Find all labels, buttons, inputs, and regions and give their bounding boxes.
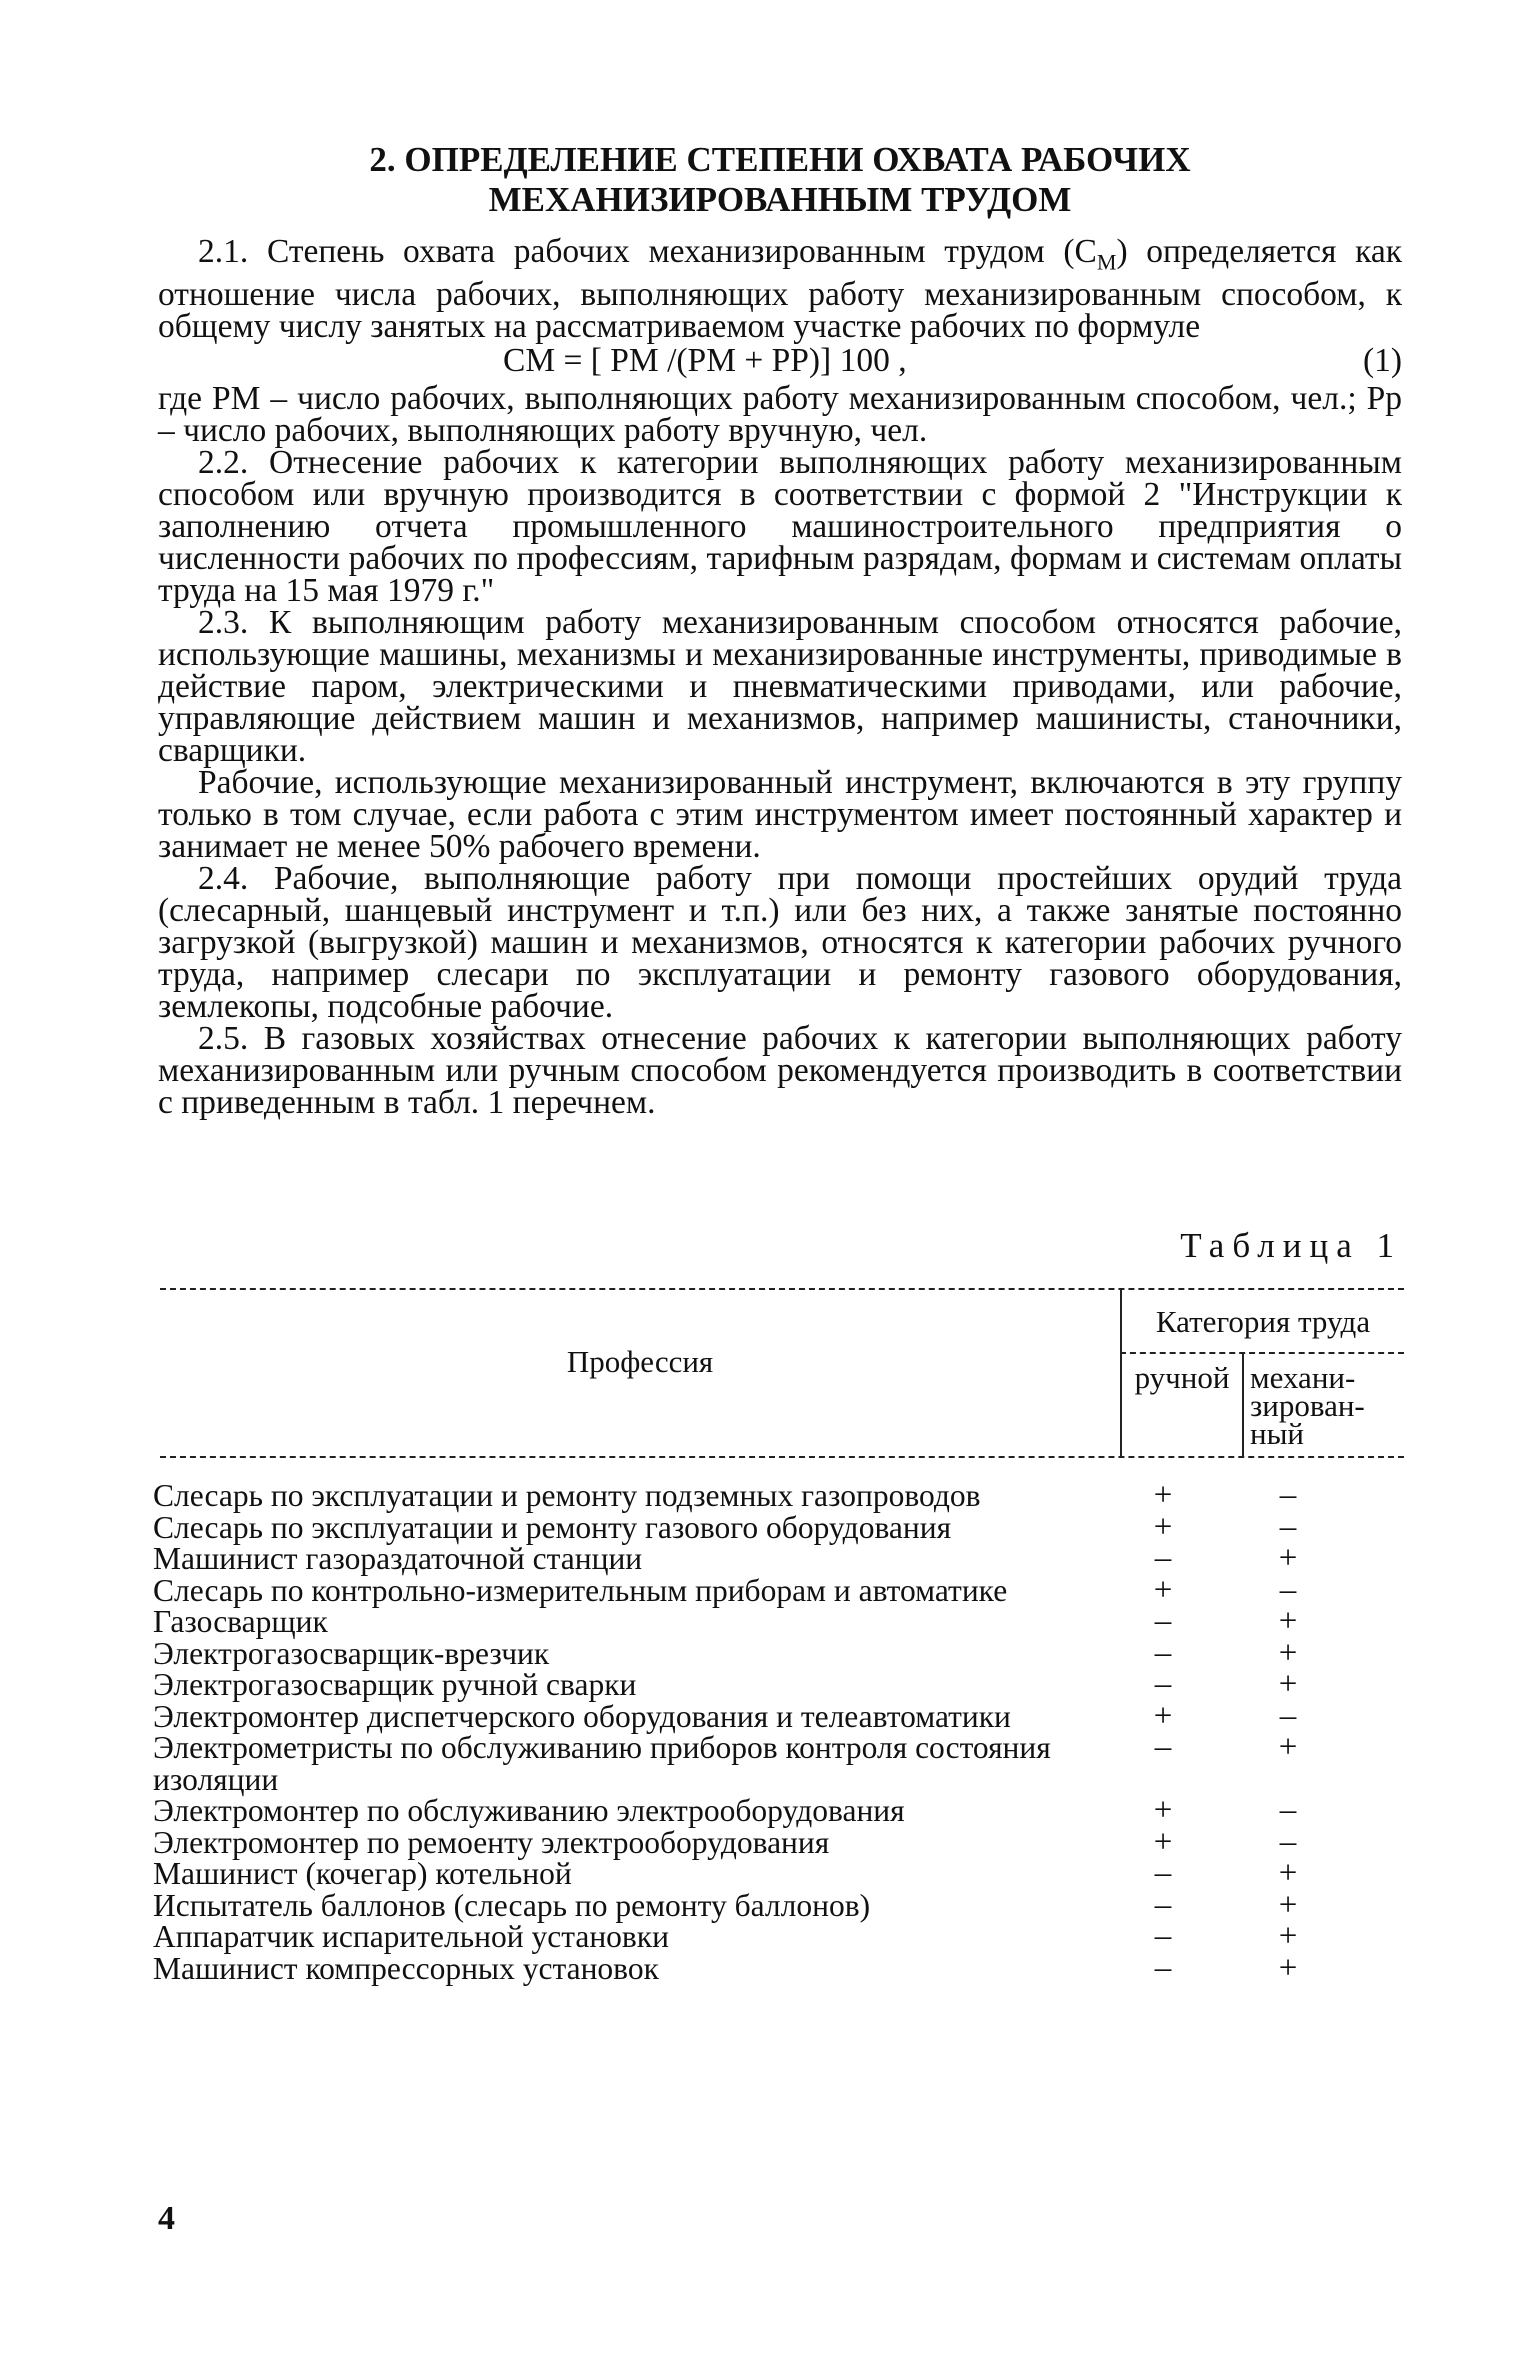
table-caption: Таблица 1 (1180, 1226, 1402, 1265)
table-body (153, 1477, 1403, 1986)
table-row (153, 1697, 1403, 1734)
heading-line-1: 2. ОПРЕДЕЛЕНИЕ СТЕПЕНИ ОХВАТА РАБОЧИХ (369, 140, 1191, 179)
table-row (153, 1666, 1403, 1702)
table-row (153, 1477, 1403, 1513)
subheader-col-divider (1242, 1352, 1244, 1456)
mechanized-cell: + (1278, 1540, 1298, 1576)
table-row (153, 1634, 1403, 1671)
profession-cell: Электромонтер диспетчерского оборудования и телеавтоматики (153, 1698, 1011, 1734)
header-category: Категория труда (1155, 1304, 1371, 1339)
table-header (160, 1288, 1404, 1463)
manual-cell: – (1154, 1729, 1172, 1765)
formula-1 (158, 341, 1402, 379)
manual-cell: – (1154, 1918, 1172, 1954)
manual-cell: + (1153, 1823, 1173, 1860)
paragraph-2-2: 2.2. Отнесение рабочих к категории выполняющих работу механизированным способом или вручную производится в соответствии с формой 2 "Инструкции к заполнению отчета промышленного машиностроительного предприятия о численности рабочих по профессиям, тарифным разрядам, формам и системам оплаты труда на 15 мая 1979 г." (158, 443, 1402, 609)
header-manual: ручной (1134, 1360, 1230, 1395)
mechanized-cell: – (1279, 1823, 1297, 1860)
table-row (153, 1540, 1403, 1576)
profession-cell: Электромонтер по ремоенту электрооборудования (153, 1824, 830, 1860)
paragraph-2-3-b: Рабочие, использующие механизированный инструмент, включаются в эту группу только в том случае, если работа с этим инструментом имеет постоянный характер и занимает не менее 50% рабочего времени. (158, 763, 1402, 865)
manual-cell: – (1154, 1886, 1172, 1923)
mechanized-cell: – (1279, 1571, 1297, 1608)
profession-cell: Машинист газораздаточной станции (153, 1541, 643, 1576)
header-bottom-rule (160, 1456, 1404, 1458)
profession-cell: Слесарь по эксплуатации и ремонту подземных газопроводов (153, 1478, 981, 1513)
manual-cell: + (1153, 1792, 1173, 1828)
paragraph-where: где РМ – число рабочих, выполняющих работу механизированным способом, чел.; Рр – число рабочих, выполняющих работу вручную, чел. (158, 379, 1402, 449)
manual-cell: – (1154, 1603, 1172, 1639)
manual-cell: – (1154, 1540, 1172, 1576)
mechanized-cell: – (1279, 1792, 1297, 1828)
profession-cell: Электрогазосварщик ручной сварки (153, 1667, 637, 1702)
profession-cell: Машинист компрессорных установок (153, 1950, 659, 1986)
table-row (153, 1792, 1403, 1828)
table-row (153, 1571, 1403, 1608)
paragraph-2-3: 2.3. К выполняющим работу механизированным способом относятся рабочие, использующие машины, механизмы и механизированные инструменты, приводимые в действие паром, электрическими и пневматическими приводами, или рабочие, управляющие действием машин и механизмов, например машинисты, станочники, сварщики. (158, 603, 1402, 769)
mechanized-cell: + (1278, 1729, 1298, 1765)
mechanized-cell: – (1279, 1697, 1297, 1734)
table-row (153, 1855, 1403, 1891)
profession-cell: Машинист (кочегар) котельной (153, 1856, 572, 1891)
table-row (153, 1823, 1403, 1860)
profession-cell: Испытатель баллонов (слесарь по ремонту баллонов) (153, 1887, 871, 1923)
mechanized-cell: + (1278, 1634, 1298, 1671)
formula-expression: СМ = [ РМ /(РМ + РР)] 100 , (503, 341, 907, 379)
header-profession: Профессия (566, 1344, 714, 1379)
manual-cell: + (1153, 1477, 1173, 1513)
profession-cell: Слесарь по контрольно-измерительным приборам и автоматике (153, 1572, 1008, 1608)
table-row (153, 1918, 1403, 1954)
formula-number: (1) (1362, 341, 1402, 379)
section-heading (160, 140, 1400, 220)
mechanized-cell: – (1279, 1508, 1297, 1545)
table-row (153, 1729, 1403, 1797)
header-mechanized: механи- зирован- ный (1250, 1360, 1365, 1451)
category-divider-rule (1120, 1352, 1404, 1354)
header-top-rule (160, 1288, 1404, 1290)
heading-line-2: МЕХАНИЗИРОВАННЫМ ТРУДОМ (488, 180, 1072, 219)
profession-cell: Электрометристы по обслуживанию приборов контроля состояния изоляции (153, 1730, 1051, 1797)
table-row (153, 1508, 1403, 1545)
manual-cell: – (1154, 1949, 1172, 1986)
mechanized-cell: + (1278, 1918, 1298, 1954)
manual-cell: + (1153, 1697, 1173, 1734)
paragraph-2-5: 2.5. В газовых хозяйствах отнесение рабочих к категории выполняющих работу механизированным или ручным способом рекомендуется производить в соответствии с приведенным в табл. 1 перечнем. (158, 1019, 1402, 1121)
table-row (153, 1886, 1403, 1923)
paragraph-2-1: 2.1. Степень охвата рабочих механизированным трудом $(С_М)$ определяется как отношение числа рабочих, выполняющих работу механизированным способом, к общему числу занятых на рассматриваемом участке рабочих по формуле (158, 233, 1402, 345)
table-row (153, 1949, 1403, 1986)
body-text (158, 233, 1402, 1121)
profession-cell: Газосварщик (153, 1604, 328, 1639)
profession-cell: Аппаратчик испарительной установки (153, 1919, 669, 1954)
mechanized-cell: + (1278, 1855, 1298, 1891)
profession-cell: Электрогазосварщик-врезчик (153, 1635, 550, 1671)
profession-cell: Слесарь по эксплуатации и ремонту газового оборудования (153, 1509, 952, 1545)
manual-cell: + (1153, 1571, 1173, 1608)
manual-cell: – (1154, 1666, 1172, 1702)
mechanized-cell: + (1278, 1949, 1298, 1986)
page-number: 4 (158, 2200, 175, 2237)
manual-cell: – (1154, 1634, 1172, 1671)
mechanized-cell: + (1278, 1666, 1298, 1702)
mechanized-cell: + (1278, 1886, 1298, 1923)
profession-cell: Электромонтер по обслуживанию электрооборудования (153, 1793, 905, 1828)
manual-cell: + (1153, 1508, 1173, 1545)
manual-cell: – (1154, 1855, 1172, 1891)
table-row (153, 1603, 1403, 1639)
mechanized-cell: + (1278, 1603, 1298, 1639)
mechanized-cell: – (1279, 1477, 1297, 1513)
paragraph-2-4: 2.4. Рабочие, выполняющие работу при помощи простейших орудий труда (слесарный, шанцевый инструмент и т.п.) или без них, а также занятые постоянно загрузкой (выгрузкой) машин и механизмов, относятся к категории рабочих ручного труда, например слесари по эксплуатации и ремонту газового оборудования, землекопы, подсобные рабочие. (158, 859, 1402, 1025)
